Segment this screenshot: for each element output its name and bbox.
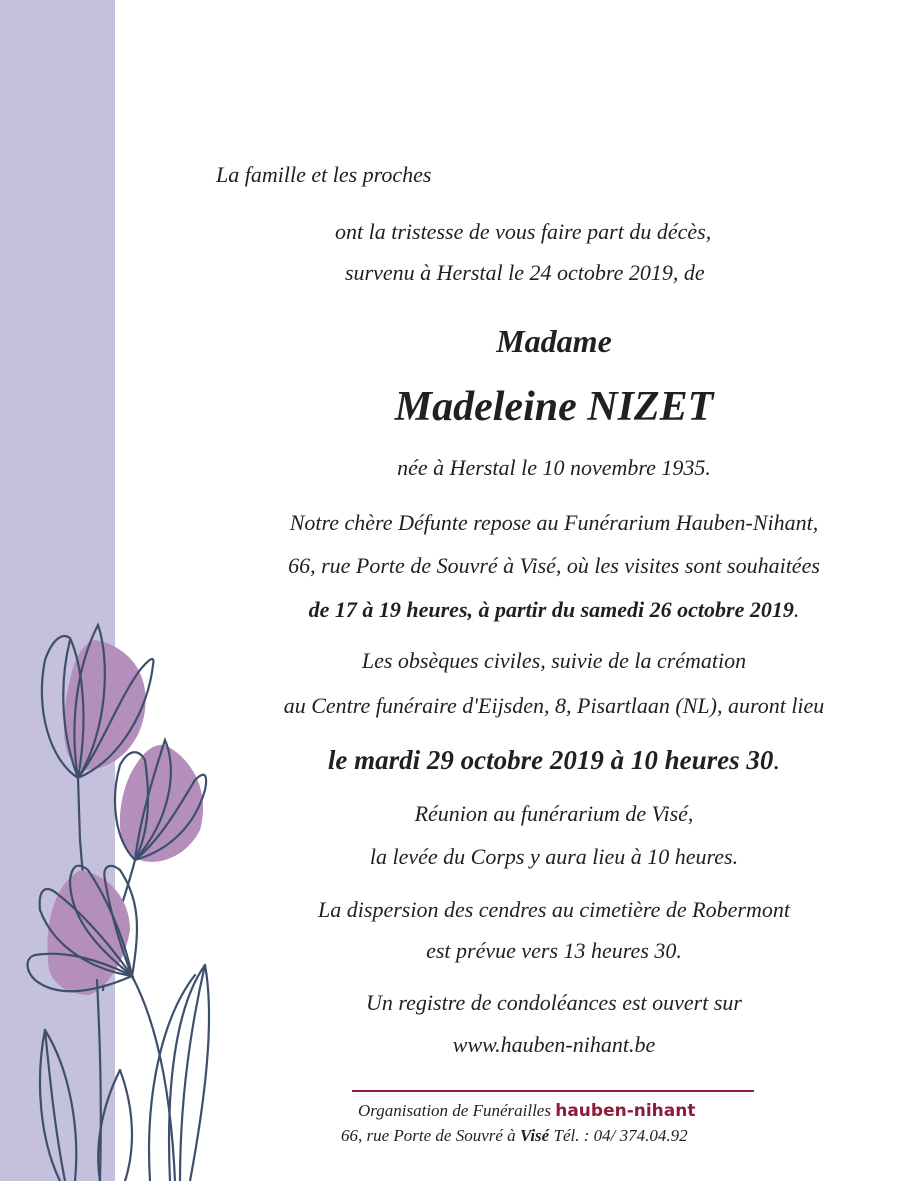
- funeral-date-line: [104, 744, 918, 776]
- announce-line-2: survenu à Herstal le 24 octobre 2019, de: [345, 260, 705, 285]
- meeting-line-1: Réunion au funérarium de Visé,: [414, 801, 694, 826]
- deceased-title: Madame: [496, 323, 612, 359]
- intro-line: La famille et les proches: [216, 162, 432, 187]
- funeral-line-2: au Centre funéraire d'Eijsden, 8, Pisartlaan (NL), auront lieu: [283, 693, 825, 718]
- register-url[interactable]: www.hauben-nihant.be: [452, 1032, 656, 1057]
- rest-line-2: 66, rue Porte de Souvré à Visé, où les visites sont souhaitées: [288, 553, 820, 578]
- register-line: Un registre de condoléances est ouvert sur: [366, 990, 742, 1015]
- tulip-illustration: [0, 600, 230, 1181]
- deceased-name: Madeleine NIZET: [394, 384, 714, 430]
- org-label: Organisation de Funérailles: [358, 1101, 551, 1120]
- visits-bold: de 17 à 19 heures, à partir du samedi 26 octobre 2019: [308, 597, 794, 622]
- visits-end: .: [793, 597, 800, 622]
- ashes-line-1: La dispersion des cendres au cimetière de Robermont: [318, 897, 790, 922]
- footer-org: [358, 1101, 918, 1121]
- phone-text: Tél. : 04/ 374.04.92: [553, 1126, 688, 1145]
- visits-line: [104, 597, 918, 623]
- funeral-date-bold: le mardi 29 octobre 2019 à 10 heures 30: [327, 745, 774, 775]
- announce-line-1: ont la tristesse de vous faire part du décès,: [335, 219, 712, 244]
- rest-line-1: Notre chère Défunte repose au Funérarium Hauben-Nihant,: [289, 510, 819, 535]
- meeting-line-2: la levée du Corps y aura lieu à 10 heures.: [369, 844, 739, 869]
- ashes-line-2: est prévue vers 13 heures 30.: [426, 938, 682, 963]
- birth-line: née à Herstal le 10 novembre 1935.: [397, 455, 711, 480]
- brand-logo: hauben-nihant: [555, 1101, 696, 1121]
- funeral-line-1: Les obsèques civiles, suivie de la crémation: [361, 648, 747, 673]
- address-city: Visé: [519, 1126, 550, 1145]
- address-text: 66, rue Porte de Souvré à: [341, 1126, 516, 1145]
- footer-address: [341, 1126, 918, 1146]
- footer-divider: [352, 1090, 754, 1092]
- funeral-date-end: .: [773, 745, 781, 775]
